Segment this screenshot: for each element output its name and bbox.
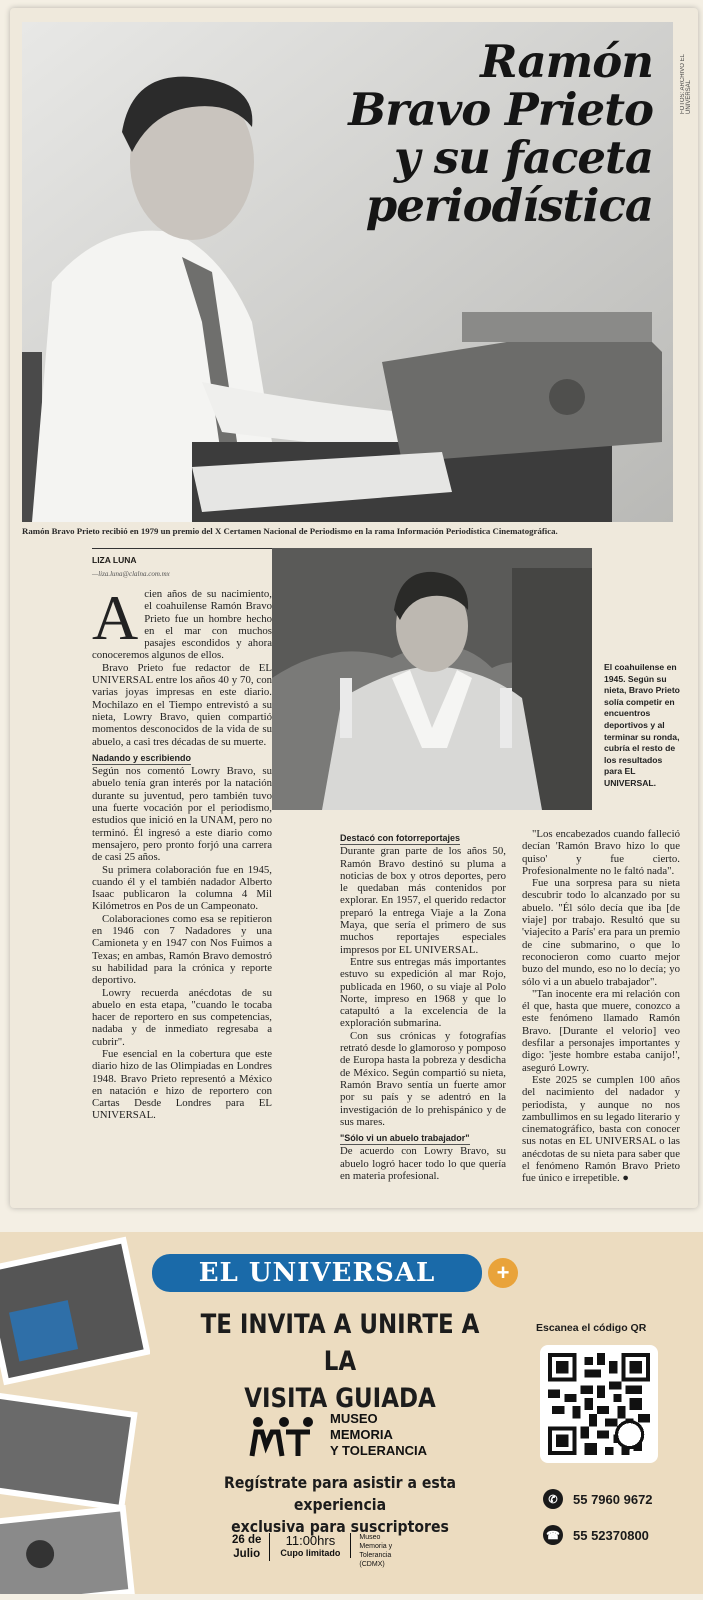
author-byline: LIZA LUNA — [92, 548, 276, 565]
paragraph: Bravo Prieto fue redactor de EL UNIVERSAL entre los años 40 y 70, con varias joyas impresas en este diario. Mochilazo en el Tiempo entrevistó a su nieta, Lowry Bravo, quien compartió momentos desconocidos de la vida de su abuelo, a casi tres décadas de su muerte. — [92, 661, 272, 748]
paragraph: De acuerdo con Lowry Bravo, su abuelo logró hacer todo lo que quería en materia profesional. — [340, 1145, 506, 1183]
author-email: —liza.luna@clalna.com.mx — [92, 570, 170, 578]
paragraph: Lowry recuerda anécdotas de su abuelo en esta etapa, "cuando le tocaba hacer de reportero en sus competencias, nadaba y de inmediato regresaba a cubrir". — [92, 986, 272, 1048]
headline-line: y su faceta — [393, 131, 653, 184]
event-place-line: Tolerancia — [359, 1552, 392, 1559]
paragraph: "Tan inocente era mi relación con él que, hasta que muere, conozco a este fenómeno llamado Ramón Bravo. [Durante el velorio] veo desfilar a personajes importantes y digo: 'jeste hombre estaba canijo!', aseguró Lowry. — [522, 987, 680, 1074]
drop-cap: A — [92, 582, 139, 653]
ad-subheadline-line: exclusiva para suscriptores — [231, 1517, 449, 1536]
plus-icon: + — [488, 1258, 518, 1288]
event-capacity: Cupo limitado — [280, 1548, 341, 1558]
event-date-line: 26 de — [232, 1534, 262, 1546]
section-subhead: Destacó con fotorreportajes — [340, 832, 460, 845]
event-time — [270, 1533, 351, 1558]
whatsapp-icon: ✆ — [543, 1489, 563, 1509]
event-place-line: (CDMX) — [359, 1561, 385, 1568]
section-subhead: Nadando y escribiendo — [92, 752, 191, 765]
ad-subheadline — [190, 1472, 489, 1538]
museum-name-line: MUSEO — [330, 1411, 378, 1426]
paragraph: Fue una sorpresa para su nieta descubrir todo lo alcanzado por su abuelo. "Él sólo decía que iba [de viaje] por trabajo. Resultó que su 'viajecito a París' era para un premio de cine submarino, o que lo reconocieron como cuarto mejor buzo del mundo, eso no lo decía; yo sólo vi a un abuelo trabajador". — [522, 877, 680, 988]
event-date — [232, 1533, 270, 1561]
photo-credit: FOTOS: ARCHIVO EL UNIVERSAL — [680, 54, 692, 114]
ad-headline-line: VISITA GUIADA — [244, 1383, 436, 1414]
paragraph: Según nos comentó Lowry Bravo, su abuelo tenía gran interés por la natación durante su juventud, pero también tuvo una fuerte vocación por el periodismo, estudios que inició en la UNAM, pero no terminó. Él ingresó a este diario como mensajero, pero pronto forjó una carrera de casi 25 años. — [92, 765, 272, 864]
swimmer-photo-caption: El coahuilense en 1945. Según su nieta, Bravo Prieto solía competir en encuentros deportivos y al terminar su ronda, cubría el resto de los resultados para EL UNIVERSAL. — [604, 662, 680, 788]
phone-icon: ☎ — [543, 1525, 563, 1545]
event-place — [351, 1533, 407, 1569]
museum-logo-icon — [248, 1416, 320, 1458]
event-details — [232, 1533, 407, 1569]
ad-subheadline-line: Regístrate para asistir a esta experiencia — [223, 1473, 457, 1514]
article-column-1 — [92, 582, 272, 1122]
event-place-line: Museo — [359, 1534, 381, 1541]
whatsapp-contact[interactable] — [543, 1489, 653, 1509]
article-column-3 — [522, 828, 680, 1185]
paragraph: Su primera colaboración fue en 1945, cuando él y el también nadador Alberto Isaac publicaron la columna 4 Mil Kilómetros en Pos de un Campeonato. — [92, 863, 272, 913]
phone-contact[interactable] — [543, 1525, 649, 1545]
paragraph: Durante gran parte de los años 50, Ramón Bravo destinó su pluma a noticias de box y otros deportes, pero le quedaban más contenidos por explorar. En 1957, el querido redactor preparó la entrega Viaje a la Zona Maya, que sería el primero de sus muchos reportajes especiales impresos por EL UNIVERSAL. — [340, 845, 506, 956]
paragraph: "Los encabezados cuando falleció decían 'Ramón Bravo hizo lo que quiso' y fue cierto. Profesionalmente no le faltó nada". — [522, 828, 680, 877]
museum-name-line: MEMORIA — [330, 1427, 393, 1442]
event-place-line: Memoria y — [359, 1543, 393, 1550]
headline-line: Ramón — [480, 35, 653, 88]
ad-headline — [196, 1306, 485, 1417]
paragraph: Entre sus entregas más importantes estuvo su expedición al mar Rojo, publicada en 1960, o su viaje al Polo Norte, impreso en 1968 y que lo catapultó a la excelencia de la exploración submarina. — [340, 955, 506, 1030]
main-photo-caption: Ramón Bravo Prieto recibió en 1979 un premio del X Certamen Nacional de Periodismo en la rama Información Periodística Cinematográfica. — [22, 526, 558, 536]
whatsapp-number: 55 7960 9672 — [573, 1491, 653, 1507]
event-time-value: 11:00hrs — [285, 1533, 336, 1548]
paragraph: Fue esencial en la cobertura que este diario hizo de las Olimpiadas en Londres 1948. Bravo Prieto representó a México en natación e hizo de reportero con Cartas Desde Londres para EL UNIVERSAL. — [92, 1047, 272, 1122]
museum-name — [330, 1411, 427, 1459]
brand-name: EL UNIVERSAL — [198, 1258, 436, 1288]
headline-line: Bravo Prieto — [348, 83, 653, 136]
section-subhead: "Sólo vi un abuelo trabajador" — [340, 1132, 470, 1145]
photo-collage — [0, 1232, 150, 1594]
qr-label: Escanea el código QR — [536, 1322, 647, 1334]
museum-name-line: Y TOLERANCIA — [330, 1443, 428, 1458]
qr-code[interactable] — [540, 1345, 658, 1463]
paragraph: Este 2025 se cumplen 100 años del nacimiento del nadador y periodista, y aunque no nos zambullimos en su legado literario y cinematográfico, basta con conocer sus notas en EL UNIVERSAL o las anécdotas de su nieta para saber que el fenómeno Ramón Bravo Prieto fue único e irrepetible. ● — [522, 1073, 680, 1185]
article-column-2 — [340, 828, 506, 1182]
paragraph: Colaboraciones como esa se repitieron en 1946 con 7 Nadadores y una Camioneta y en 1947 con Nos Fuimos a Texas; en ambas, Ramón Bravo demostró su habilidad para la crónica y reporte deportivo. — [92, 912, 272, 987]
event-date-line: Julio — [233, 1548, 261, 1560]
swimmer-photo — [272, 548, 592, 810]
lead-paragraph: cien años de su nacimiento, el coahuilense Ramón Bravo Prieto fue un hombre hecho en el mar con muchos pasajes escondidos y ahora conoceremos algunos de ellos. — [92, 588, 272, 662]
paragraph: Con sus crónicas y fotografías retrató desde lo glamoroso y pomposo de Europa hasta la pobreza y desdicha de México. Según compartió su nieta, Ramón Bravo sentía un fuerte amor por su país y se adentró en la investigación de lo prehispánico y de sus mares. — [340, 1029, 506, 1128]
el-universal-logo — [152, 1254, 482, 1292]
headline — [293, 35, 653, 232]
phone-number: 55 52370800 — [573, 1527, 649, 1543]
ad-headline-line: TE INVITA A UNIRTE A LA — [200, 1309, 480, 1377]
headline-line: periodística — [365, 179, 653, 232]
